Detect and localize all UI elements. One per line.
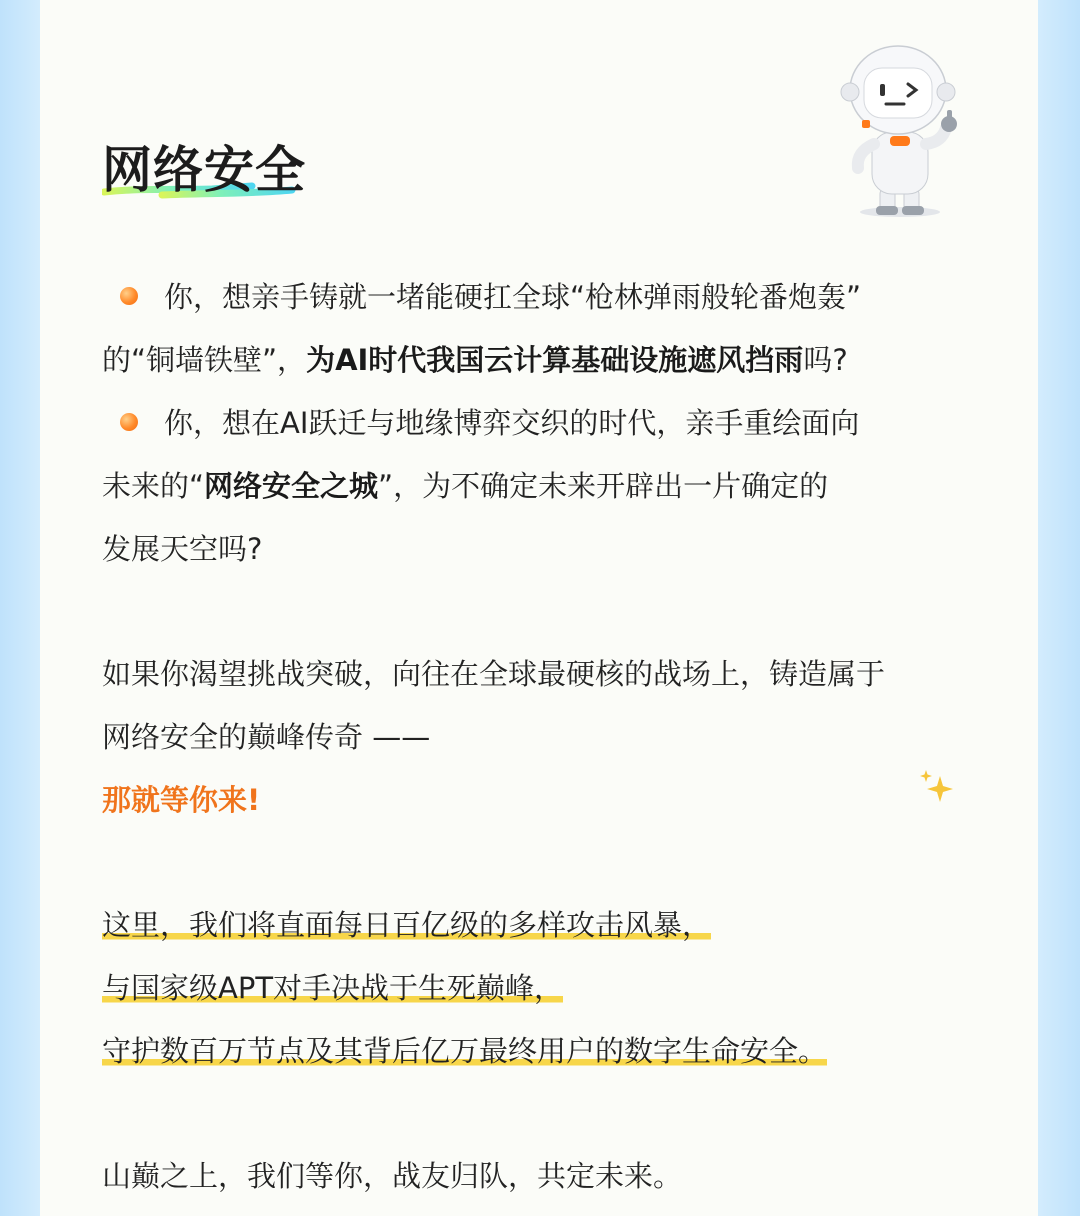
bullet-paragraph-1	[102, 266, 972, 392]
bullet2-lead: 你，想在AI跃迁与地缘博弈交织的时代，亲手重绘面向	[164, 406, 860, 440]
call-line-2: 网络安全的巅峰传奇 ——	[102, 720, 431, 754]
call-emphasis: 那就等你来!	[102, 783, 261, 817]
call-paragraph	[102, 643, 972, 832]
robot-mascot-icon	[828, 40, 968, 220]
closing-line: 山巅之上，我们等你，战友归队，共定未来。	[102, 1159, 683, 1193]
bullet1-bold: 为AI时代我国云计算基础设施遮风挡雨	[306, 343, 804, 377]
bullet2-end: 发展天空吗?	[102, 532, 263, 566]
bullet1-mid: 的“铜墙铁壁”，	[102, 343, 307, 377]
mission-line-2: 与国家级APT对手决战于生死巅峰，	[102, 971, 564, 1005]
mission-line-3: 守护数百万节点及其背后亿万最终用户的数字生命安全。	[102, 1034, 828, 1068]
orange-dot-icon	[120, 413, 138, 431]
sparkle-icon	[920, 770, 954, 804]
right-border	[1038, 0, 1080, 1216]
mission-line-1: 这里，我们将直面每日百亿级的多样攻击风暴，	[102, 908, 712, 942]
left-border	[0, 0, 40, 1216]
bullet1-tail: 吗?	[803, 343, 848, 377]
call-line-1: 如果你渴望挑战突破，向往在全球最硬核的战场上，铸造属于	[102, 657, 886, 691]
section-title-block	[102, 124, 342, 214]
mission-paragraph	[102, 894, 972, 1083]
bullet2-tail: ”，为不确定未来开辟出一片确定的	[378, 469, 829, 503]
bullet-paragraph-2	[102, 392, 972, 581]
orange-dot-icon	[120, 287, 138, 305]
bullet2-mid: 未来的“	[102, 469, 205, 503]
section-title: 网络安全	[102, 141, 306, 199]
bullet2-bold: 网络安全之城	[204, 469, 379, 503]
bullet1-lead: 你，想亲手铸就一堵能硬扛全球“枪林弹雨般轮番炮轰”	[164, 280, 862, 314]
content-card	[40, 0, 1038, 1216]
closing-paragraph	[102, 1145, 972, 1208]
